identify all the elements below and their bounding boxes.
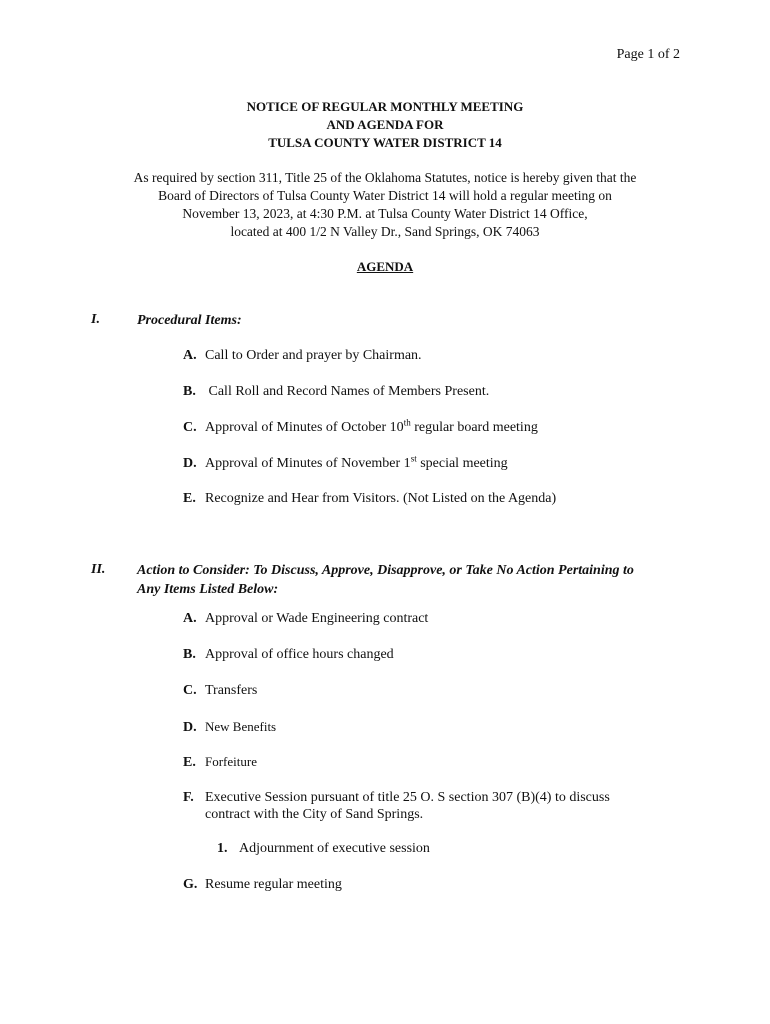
action-item-a <box>183 610 663 627</box>
title-line-2: AND AGENDA FOR <box>326 117 444 132</box>
section-2-heading <box>137 561 697 599</box>
item-text-end: special meeting <box>416 456 508 471</box>
notice-line-1: As required by section 311, Title 25 of the Oklahoma Statutes, notice is hereby given that the <box>133 170 637 185</box>
action-item-d <box>183 718 663 736</box>
procedural-item-a <box>183 347 663 364</box>
procedural-item-e <box>183 490 663 507</box>
item-text: Approval or Wade Engineering contract <box>205 611 429 626</box>
action-item-g <box>183 876 663 893</box>
section-2-heading-line-2: Any Items Listed Below: <box>137 582 279 597</box>
action-item-b <box>183 646 663 663</box>
procedural-item-d <box>183 455 663 472</box>
section-2-heading-line-1: Action to Consider: To Discuss, Approve, Disapprove, or Take No Action Pertaining to <box>137 563 634 578</box>
action-item-f <box>183 789 663 823</box>
item-text: New Benefits <box>205 719 277 734</box>
section-1-numeral: I. <box>91 312 100 327</box>
item-letter: D. <box>183 720 197 735</box>
procedural-item-c <box>183 419 663 436</box>
subitem-number: 1. <box>217 841 228 856</box>
item-letter: A. <box>183 611 197 626</box>
item-text: Approval of Minutes of October 10 <box>205 420 404 435</box>
item-letter: B. <box>183 384 196 399</box>
notice-line-2: Board of Directors of Tulsa County Water District 14 will hold a regular meeting on <box>158 188 612 203</box>
item-text-line-2: contract with the City of Sand Springs. <box>205 807 424 822</box>
agenda-heading: AGENDA <box>356 259 414 274</box>
item-text: Recognize and Hear from Visitors. (Not Listed on the Agenda) <box>205 491 557 506</box>
title-line-3: TULSA COUNTY WATER DISTRICT 14 <box>268 135 502 150</box>
section-1-heading: Procedural Items: <box>137 313 242 328</box>
section-2-numeral: II. <box>91 562 106 577</box>
item-letter: A. <box>183 348 197 363</box>
item-letter: C. <box>183 683 197 698</box>
item-text-end: regular board meeting <box>410 420 538 435</box>
item-text: Forfeiture <box>205 754 257 769</box>
item-letter: E. <box>183 755 196 770</box>
procedural-item-b <box>183 383 663 400</box>
item-text: Transfers <box>205 683 258 698</box>
title-line-1: NOTICE OF REGULAR MONTHLY MEETING <box>246 99 524 114</box>
notice-line-4: located at 400 1/2 N Valley Dr., Sand Springs, OK 74063 <box>230 224 540 239</box>
item-text-line-1: Executive Session pursuant of title 25 O. S section 307 (B)(4) to discuss <box>205 790 610 805</box>
item-text: Resume regular meeting <box>205 877 342 892</box>
item-letter: C. <box>183 420 197 435</box>
page-number: Page 1 of 2 <box>616 47 680 62</box>
action-subitem-1 <box>217 841 430 857</box>
ordinal-suffix: st <box>410 453 417 464</box>
action-item-c <box>183 682 663 699</box>
item-letter: B. <box>183 647 196 662</box>
item-letter: D. <box>183 456 197 471</box>
action-item-e <box>183 753 663 771</box>
item-text <box>205 789 610 823</box>
ordinal-suffix: th <box>403 417 411 428</box>
subitem-text: Adjournment of executive session <box>239 841 430 856</box>
item-letter: G. <box>183 877 198 892</box>
item-letter: F. <box>183 790 194 805</box>
item-text: Call Roll and Record Names of Members Present. <box>205 384 490 399</box>
item-text: Approval of office hours changed <box>205 647 394 662</box>
item-text: Approval of Minutes of November 1 <box>205 456 411 471</box>
notice-line-3: November 13, 2023, at 4:30 P.M. at Tulsa County Water District 14 Office, <box>182 206 588 221</box>
item-letter: E. <box>183 491 196 506</box>
item-text: Call to Order and prayer by Chairman. <box>205 348 422 363</box>
